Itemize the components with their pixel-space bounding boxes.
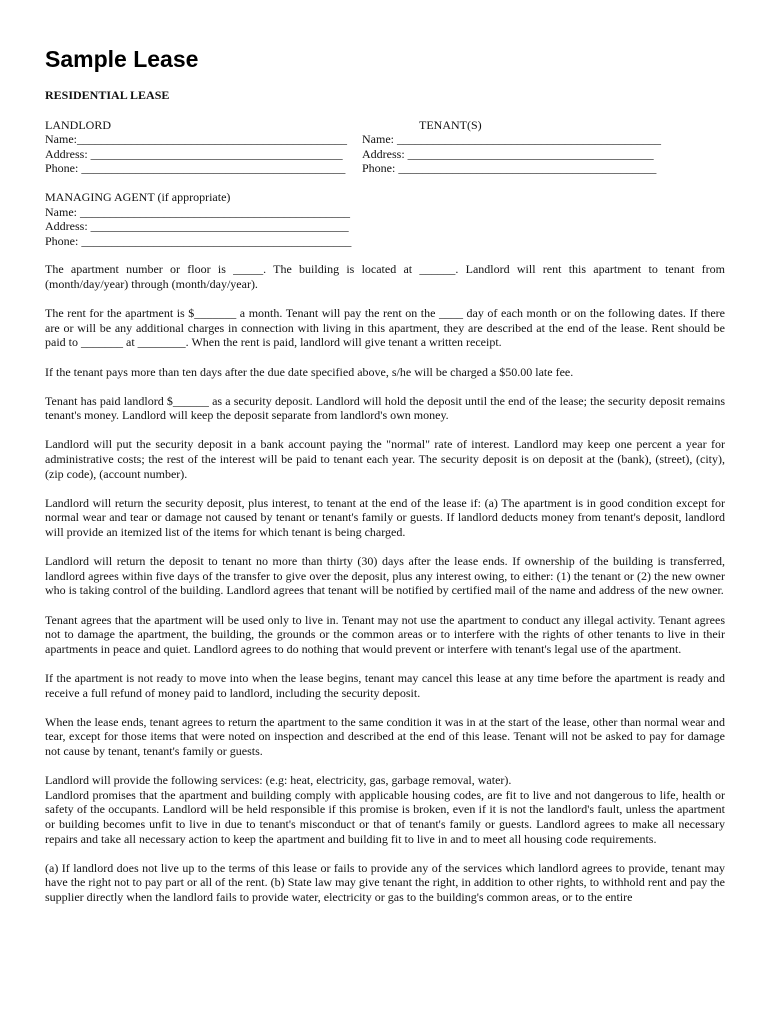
managing-agent-name-field: Name: _____________________________________________ [45, 204, 350, 219]
landlord-phone-field: Phone: ____________________________________________ [45, 161, 346, 176]
paragraph-housing-codes: Landlord promises that the apartment and building comply with applicable housing codes, are fit to live and not dangerous to life, health or safety of the occupants. Landlord will be held responsible if this promise is broken, even if it is not the landlord's fault, unless the apartment or building becomes unfit to live in due to tenant's misconduct or that of tenant's family or guests. Landlord agrees to make all necessary repairs and take all necessary action to keep the apartment and building fit to live in and to meet all housing code requirements. [45, 787, 725, 846]
paragraph-late-fee: If the tenant pays more than ten days after the due date specified above, s/he will be charged a $50.00 late fee. [45, 364, 574, 379]
parties-section [45, 118, 725, 176]
tenant-block [362, 118, 661, 176]
landlord-address-field: Address: __________________________________________ [45, 146, 343, 161]
paragraph-not-ready: If the apartment is not ready to move into when the lease begins, tenant may cancel this lease at any time before the apartment is ready and receive a full refund of money paid to landlord, including the security deposit. [45, 670, 725, 700]
tenant-address-field: Address: _________________________________________ [362, 146, 654, 161]
paragraph-deposit-return: Landlord will return the security deposit, plus interest, to tenant at the end of the lease if: (a) The apartment is in good condition except for normal wear and tear or damage not caused by tenant or tenant's family or guests. If landlord deducts money from tenant's deposit, landlord will provide an itemized list of the items for which tenant is being charged. [45, 495, 725, 540]
paragraph-deposit-transfer: Landlord will return the deposit to tenant no more than thirty (30) days after the lease ends. If ownership of the building is transferred, landlord agrees within five days of the transfer to give over the deposit, plus any interest owing, to either: (1) the tenant or (2) the new owner who is taking control of the building. Landlord agrees that tenant will be notified by certified mail of the name and address of the new owner. [45, 554, 725, 598]
tenant-heading: TENANT(S) [419, 117, 482, 132]
paragraph-rent: The rent for the apartment is $_______ a month. Tenant will pay the rent on the ____ day of each month or on the following dates. If there are or will be any additional charges in connection with living in this apartment, they are described at the end of the lease. Rent should be paid to _______ at ________. When the rent is paid, landlord will give tenant a written receipt. [45, 306, 725, 350]
paragraph-lease-end: When the lease ends, tenant agrees to return the apartment to the same condition it was in at the start of the lease, other than normal wear and tear, except for those items that were noted on inspection and described at the end of this lease. Tenant will not be asked to pay for damage not cause by tenant, tenant's family or guests. [45, 714, 725, 758]
paragraph-apartment-location: The apartment number or floor is _____. The building is located at ______. Landlord will rent this apartment to tenant from (month/day/year) through (month/day/year). [45, 262, 725, 291]
managing-agent-block [45, 190, 725, 248]
managing-agent-phone-field: Phone: _____________________________________________ [45, 233, 352, 248]
paragraph-deposit-interest: Landlord will put the security deposit in a bank account paying the "normal" rate of interest. Landlord may keep one percent a year for administrative costs; the rest of the interest will be paid to tenant each year. The security deposit is on deposit at the (bank), (street), (city), (zip code), (account number). [45, 437, 725, 481]
landlord-name-field: Name:_____________________________________________ [45, 132, 347, 147]
landlord-block [45, 118, 362, 176]
paragraph-use-of-apartment: Tenant agrees that the apartment will be used only to live in. Tenant may not use the apartment to conduct any illegal activity. Tenant agrees not to damage the apartment, the building, the grounds or the common areas or to interfere with the rights of other tenants to live in their apartments in peace and quiet. Landlord agrees to do nothing that would prevent or interfere with tenant's legal use of the apartment. [45, 612, 725, 656]
document-body [45, 88, 725, 919]
tenant-phone-field: Phone: ___________________________________________ [362, 161, 657, 176]
paragraph-security-deposit: Tenant has paid landlord $______ as a security deposit. Landlord will hold the deposit until the end of the lease; the security deposit remains tenant's money. Landlord will keep the deposit separate from landlord's own money. [45, 393, 725, 423]
paragraph-remedies: (a) If landlord does not live up to the terms of this lease or fails to provide any of the services which landlord agrees to provide, tenant may have the right not to pay part or all of the rent. (b) State law may give tenant the right, in addition to other rights, to withhold rent and pay the supplier directly when the landlord fails to provide water, electricity or gas to the building's common areas, or to the entire [45, 860, 725, 904]
document-title: Sample Lease [45, 46, 199, 72]
paragraph-services: Landlord will provide the following services: (e.g: heat, electricity, gas, garbage removal, water). [45, 773, 512, 788]
document-subtitle: RESIDENTIAL LEASE [45, 88, 170, 102]
managing-agent-heading: MANAGING AGENT (if appropriate) [45, 189, 231, 204]
tenant-name-field: Name: ____________________________________________ [362, 132, 661, 147]
landlord-heading: LANDLORD [45, 117, 111, 132]
managing-agent-address-field: Address: ___________________________________________ [45, 219, 349, 234]
